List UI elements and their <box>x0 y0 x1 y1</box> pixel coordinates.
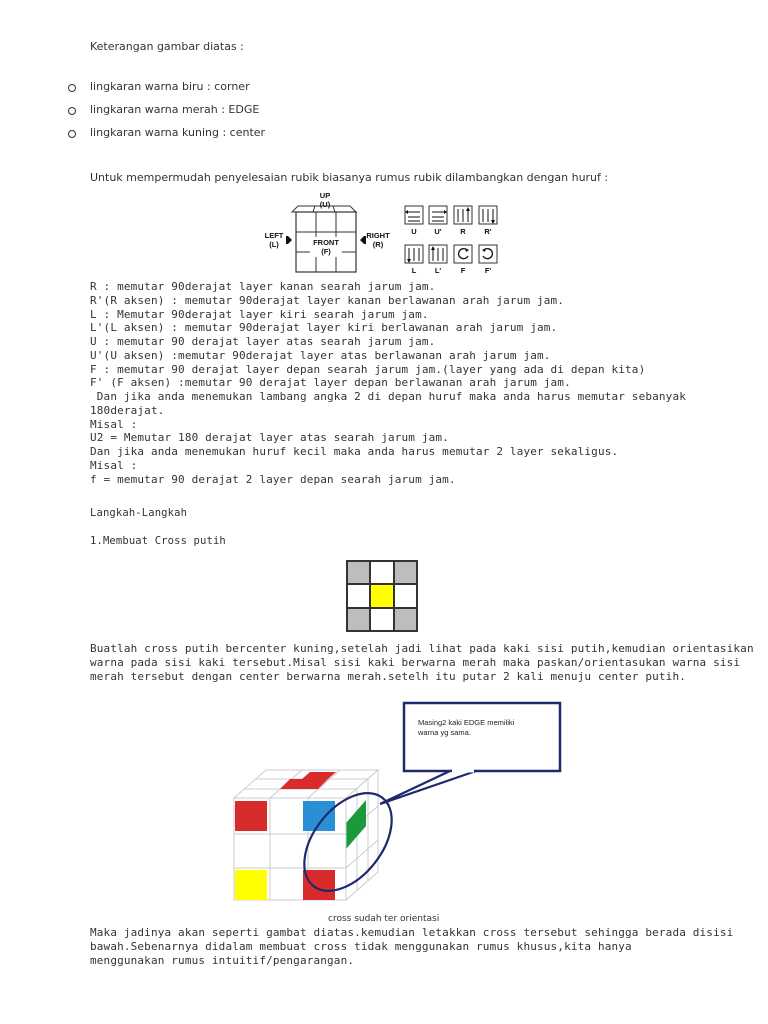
yellow-center <box>235 870 267 900</box>
move-label-r-prime: R' <box>484 227 492 236</box>
move-label-u: U <box>411 227 417 236</box>
bullet-icon <box>68 130 76 138</box>
notation-intro: Untuk mempermudah penyelesaian rubik biasanya rumus rubik dilambangkan dengan huruf : <box>90 171 609 184</box>
oriented-cross-figure <box>230 700 570 905</box>
notation-line: Misal : <box>90 417 138 431</box>
notation-line: R : memutar 90derajat layer kanan searah jarum jam. <box>90 280 436 293</box>
up-letter: (U) <box>319 200 331 209</box>
step1-line: merah tersebut dengan center berwarna merah.setelh itu putar 2 kali menuju center putih. <box>90 670 686 683</box>
bullet-icon <box>68 84 76 92</box>
notation-line: f = memutar 90 derajat 2 layer depan searah jarum jam. <box>90 472 456 486</box>
left-label: LEFT <box>264 231 284 240</box>
move-label-u-prime: U' <box>434 227 442 236</box>
notation-line: L : Memutar 90derajat layer kiri searah jarum jam. <box>90 307 429 321</box>
callout-line-2: warna yg sama. <box>418 728 471 737</box>
notation-line: R'(R aksen) : memutar 90derajat layer kanan berlawanan arah jarum jam. <box>90 293 565 307</box>
callout-line-1: Masing2 kaki EDGE memiliki <box>418 718 515 727</box>
notation-line: L'(L aksen) : memutar 90derajat layer kiri berlawanan arah jarum jam. <box>90 321 558 335</box>
move-label-l: L <box>411 266 417 275</box>
move-icons-row1 <box>405 206 497 224</box>
move-icons-row2 <box>405 245 497 263</box>
grid-cell <box>371 609 392 630</box>
closing-line: Maka jadinya akan seperti gambat diatas.kemudian letakkan cross tersebut sehingga berada disisi <box>90 926 734 939</box>
notation-line: U'(U aksen) :memutar 90derajat layer atas berlawanan arah jarum jam. <box>90 348 551 362</box>
legend-item-corner: lingkaran warna biru : corner <box>90 80 250 93</box>
notation-line: F : memutar 90 derajat layer depan searah jarum jam.(layer yang ada di depan kita) <box>90 362 646 376</box>
notation-line: 180derajat. <box>90 403 165 417</box>
closing-line: menggunakan rumus intuitif/pengarangan. <box>90 954 355 967</box>
notation-line: Misal : <box>90 458 138 472</box>
notation-line: Dan jika anda menemukan lambang angka 2 di depan huruf maka anda harus memutar sebanyak <box>90 390 686 403</box>
notation-line: Dan jika anda menemukan huruf kecil maka anda harus memutar 2 layer sekaligus. <box>90 445 619 458</box>
notation-line: U : memutar 90 derajat layer atas searah jarum jam. <box>90 335 436 348</box>
closing-line: bawah.Sebenarnya didalam membuat cross tidak menggunakan rumus khusus,kita hanya <box>90 940 632 953</box>
grid-cell <box>348 562 369 583</box>
step1-line: warna pada sisi kaki tersebut.Misal sisi kaki berwarna merah maka paskan/orientasukan warna sisi <box>90 656 741 669</box>
notation-line: F' (F aksen) :memutar 90 derajat layer depan berlawanan arah jarum jam. <box>90 376 571 390</box>
closing-text <box>90 926 733 968</box>
bullet-icon <box>68 107 76 115</box>
blue-edge <box>303 801 335 831</box>
red-edge <box>235 801 267 831</box>
grid-cell <box>395 609 416 630</box>
move-label-f: F <box>460 266 466 275</box>
grid-cell <box>395 562 416 583</box>
cross-grid <box>346 560 418 632</box>
grid-cell <box>348 585 369 606</box>
grid-cell <box>348 609 369 630</box>
legend-item-edge: lingkaran warna merah : EDGE <box>90 103 260 116</box>
move-label-r: R <box>460 227 466 236</box>
left-arrow-icon <box>288 236 292 244</box>
front-letter: (F) <box>321 247 331 256</box>
notation-diagram <box>258 190 510 278</box>
right-label: RIGHT <box>366 231 390 240</box>
figure-caption: cross sudah ter orientasi <box>328 914 440 924</box>
step1-heading: 1.Membuat Cross putih <box>90 535 226 547</box>
grid-cell <box>371 562 392 583</box>
up-label: UP <box>319 191 331 200</box>
legend-item-center: lingkaran warna kuning : center <box>90 126 266 139</box>
right-arrow-icon <box>360 236 364 244</box>
grid-cell <box>395 585 416 606</box>
callout-box <box>404 703 560 771</box>
steps-heading: Langkah-Langkah <box>90 507 188 519</box>
front-label: FRONT <box>313 238 339 247</box>
intro-heading: Keterangan gambar diatas : <box>90 40 244 53</box>
left-letter: (L) <box>269 240 279 249</box>
move-label-l-prime: L' <box>434 266 442 275</box>
grid-cell <box>371 585 392 606</box>
move-label-f-prime: F' <box>484 266 492 275</box>
notation-explanations <box>90 280 686 486</box>
right-letter: (R) <box>372 240 384 249</box>
step1-text <box>90 642 754 684</box>
step1-line: Buatlah cross putih bercenter kuning,setelah jadi lihat pada kaki sisi putih,kemudian orientasikan <box>90 642 754 655</box>
notation-line: U2 = Memutar 180 derajat layer atas searah jarum jam. <box>90 431 449 445</box>
red-edge-bottom <box>303 870 335 900</box>
